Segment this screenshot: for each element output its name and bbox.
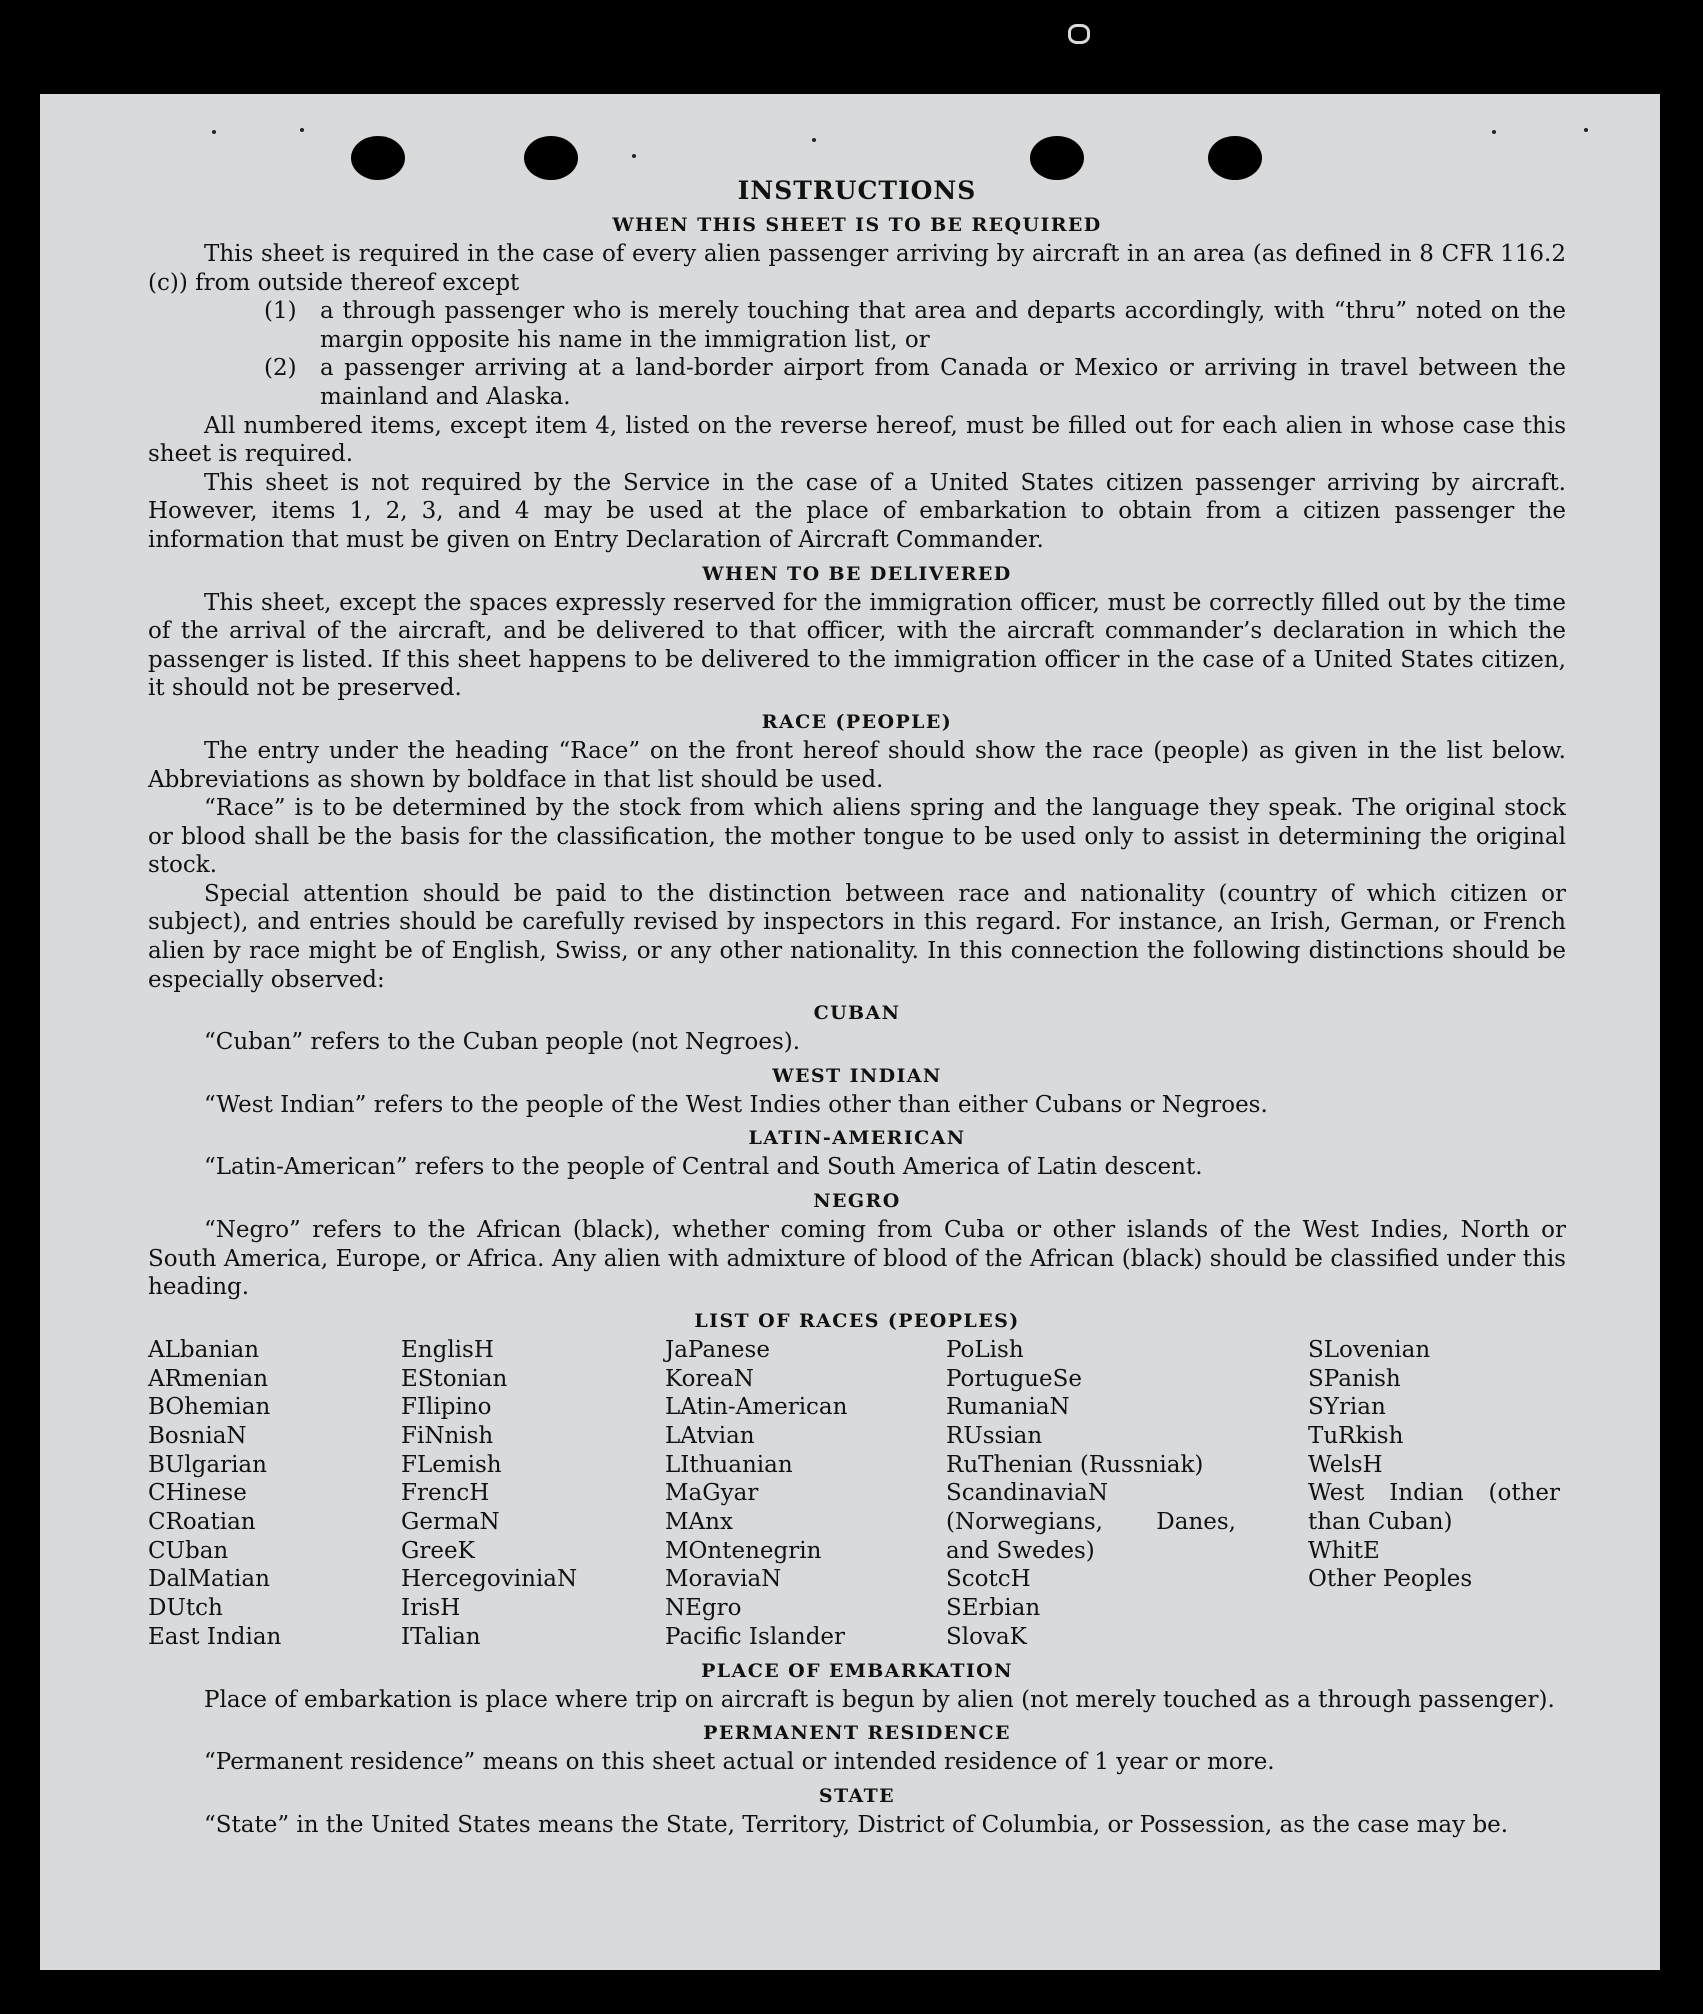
- race-item: IrisH: [401, 1595, 461, 1622]
- heading-embarkation: PLACE OF EMBARKATION: [701, 1659, 1013, 1682]
- race-item: RuThenian (Russniak): [946, 1451, 1204, 1478]
- race-item: KoreaN: [665, 1365, 754, 1392]
- race-item: ARmenian: [148, 1365, 269, 1392]
- race-item: DUtch: [148, 1595, 223, 1622]
- instructions-content: [148, 176, 1566, 1839]
- race-item: EStonian: [401, 1365, 508, 1392]
- para-latin-american: “Latin-American” refers to the people of Central and South America of Latin descent.: [204, 1154, 1203, 1181]
- race-item: CRoatian: [148, 1509, 256, 1536]
- clause-2-number: (2): [264, 355, 297, 382]
- heading-race: RACE (PEOPLE): [761, 710, 953, 733]
- race-item: EnglisH: [401, 1336, 494, 1363]
- punch-hole: [524, 136, 578, 180]
- race-column-5: [1308, 1336, 1566, 1652]
- race-item: HercegoviniaN: [401, 1566, 578, 1593]
- race-column-1: [148, 1336, 401, 1652]
- race-item: CUban: [148, 1537, 229, 1564]
- race-item: SlovaK: [946, 1623, 1027, 1650]
- heading-when-required: WHEN THIS SHEET IS TO BE REQUIRED: [612, 214, 1102, 236]
- para-when-required-intro: This sheet is required in the case of every alien passenger arriving by aircraft in an area (as defined in 8 CFR 116.2 (c)) from outside thereof except: [148, 241, 1566, 296]
- race-item: SLovenian: [1308, 1336, 1431, 1363]
- race-item: WhitE: [1308, 1537, 1380, 1564]
- clause-2: [148, 354, 1566, 411]
- heading-state: STATE: [818, 1784, 896, 1807]
- races-list: [148, 1336, 1566, 1652]
- race-item: MaGyar: [665, 1480, 759, 1507]
- race-item: TuRkish: [1308, 1422, 1404, 1449]
- race-item: LIthuanian: [665, 1451, 793, 1478]
- race-item: LAtvian: [665, 1422, 755, 1449]
- race-item: MoraviaN: [665, 1566, 782, 1593]
- race-item: PortugueSe: [946, 1365, 1082, 1392]
- para-citizen: This sheet is not required by the Service in the case of a United States citizen passenger arriving by aircraft. However, items 1, 2, 3, and 4 may be used at the place of embarkation to obtain from a citizen passenger the information that must be given on Entry Declaration of Aircraft Commander.: [148, 469, 1566, 553]
- race-item: BUlgarian: [148, 1451, 267, 1478]
- race-column-4: [946, 1336, 1308, 1652]
- race-item: Other Peoples: [1308, 1566, 1473, 1593]
- para-negro: “Negro” refers to the African (black), whether coming from Cuba or other islands of the West Indies, North or South America, Europe, or Africa. Any alien with admixture of blood of the African (black) should be classified under this heading.: [148, 1217, 1566, 1301]
- para-state: “State” in the United States means the State, Territory, District of Columbia, or Possession, as the case may be.: [204, 1811, 1509, 1838]
- clause-1-number: (1): [264, 298, 297, 325]
- race-item: NEgro: [665, 1595, 742, 1622]
- race-item: RumaniaN: [946, 1394, 1070, 1421]
- para-cuban: “Cuban” refers to the Cuban people (not Negroes).: [204, 1029, 801, 1056]
- race-item: FiNnish: [401, 1422, 494, 1449]
- heading-when-delivered: WHEN TO BE DELIVERED: [702, 562, 1012, 585]
- race-item: LAtin-American: [665, 1394, 848, 1421]
- race-item: JaPanese: [665, 1336, 770, 1363]
- clause-2-text: a passenger arriving at a land-border airport from Canada or Mexico or arriving in travel between the mainland and Alaska.: [320, 355, 1566, 410]
- para-west-indian: “West Indian” refers to the people of the West Indies other than either Cubans or Negroes.: [204, 1091, 1268, 1118]
- race-item: ALbanian: [148, 1336, 260, 1363]
- heading-cuban: CUBAN: [813, 1002, 901, 1025]
- para-race-3: Special attention should be paid to the distinction between race and nationality (country of which citizen or subject), and entries should be carefully revised by inspectors in this regard. For instance, an Irish, German, or French alien by race might be of English, Swiss, or any other nationality. In this connection the following distinctions should be especially observed:: [148, 880, 1566, 993]
- race-item: East Indian: [148, 1623, 282, 1650]
- para-race-1: The entry under the heading “Race” on the front hereof should show the race (people) as given in the list below. Abbreviations as shown by boldface in that list should be used.: [148, 737, 1566, 793]
- heading-permanent-residence: PERMANENT RESIDENCE: [703, 1722, 1011, 1745]
- race-item-scandinavian: ScandinaviaN (Norwegians, Danes, and Swedes): [946, 1480, 1236, 1564]
- para-permanent-residence: “Permanent residence” means on this sheet actual or intended residence of 1 year or more.: [204, 1749, 1275, 1776]
- race-item: GermaN: [401, 1509, 500, 1536]
- para-race-2: “Race” is to be determined by the stock from which aliens spring and the language they speak. The original stock or blood shall be the basis for the classification, the mother tongue to be used only to assist in determining the original stock.: [148, 795, 1566, 879]
- page-title: INSTRUCTIONS: [737, 176, 977, 205]
- race-item: BOhemian: [148, 1394, 271, 1421]
- heading-latin-american: LATIN-AMERICAN: [748, 1127, 966, 1150]
- clause-1: [148, 297, 1566, 354]
- scan-speck: [812, 138, 816, 142]
- race-item: FLemish: [401, 1451, 502, 1478]
- para-numbered-items: All numbered items, except item 4, listed on the reverse hereof, must be filled out for each alien in whose case this sheet is required.: [148, 412, 1566, 468]
- scan-artifact: [1068, 24, 1090, 44]
- heading-negro: NEGRO: [813, 1190, 901, 1213]
- race-item: BosniaN: [148, 1422, 247, 1449]
- heading-west-indian: WEST INDIAN: [772, 1064, 942, 1087]
- race-item: WelsH: [1308, 1451, 1383, 1478]
- race-item: DalMatian: [148, 1566, 270, 1593]
- race-item: MOntenegrin: [665, 1537, 822, 1564]
- race-column-2: [401, 1336, 665, 1652]
- race-item: FIlipino: [401, 1394, 492, 1421]
- race-item: ScotcH: [946, 1566, 1031, 1593]
- race-item: FrencH: [401, 1480, 490, 1507]
- race-item: RUssian: [946, 1422, 1043, 1449]
- race-column-3: [665, 1336, 946, 1652]
- para-when-delivered: This sheet, except the spaces expressly reserved for the immigration officer, must be correctly filled out by the time of the arrival of the aircraft, and be delivered to that officer, with the aircraft commander’s declaration in which the passenger is listed. If this sheet happens to be delivered to the immigration officer in the case of a United States citizen, it should not be preserved.: [148, 589, 1566, 702]
- race-item: SErbian: [946, 1595, 1041, 1622]
- race-item: SYrian: [1308, 1394, 1386, 1421]
- race-item: ITalian: [401, 1623, 481, 1650]
- punch-hole: [351, 136, 405, 180]
- race-item: GreeK: [401, 1537, 475, 1564]
- punch-hole: [1030, 136, 1084, 180]
- race-item: MAnx: [665, 1509, 733, 1536]
- scan-speck: [300, 128, 304, 132]
- race-item: PoLish: [946, 1336, 1024, 1363]
- scan-speck: [1584, 128, 1588, 132]
- heading-list-of-races: LIST OF RACES (PEOPLES): [694, 1309, 1020, 1332]
- para-embarkation: Place of embarkation is place where trip on aircraft is begun by alien (not merely touched as a through passenger).: [204, 1686, 1555, 1713]
- race-item: SPanish: [1308, 1365, 1401, 1392]
- punch-hole: [1208, 136, 1262, 180]
- race-item-west-indian: West Indian (other than Cuban): [1308, 1480, 1560, 1536]
- scan-speck: [212, 130, 216, 134]
- scan-speck: [632, 154, 636, 158]
- scan-speck: [1492, 130, 1496, 134]
- race-item: CHinese: [148, 1480, 247, 1507]
- race-item: Pacific Islander: [665, 1623, 846, 1650]
- clause-1-text: a through passenger who is merely touching that area and departs accordingly, with “thru” noted on the margin opposite his name in the immigration list, or: [320, 298, 1566, 353]
